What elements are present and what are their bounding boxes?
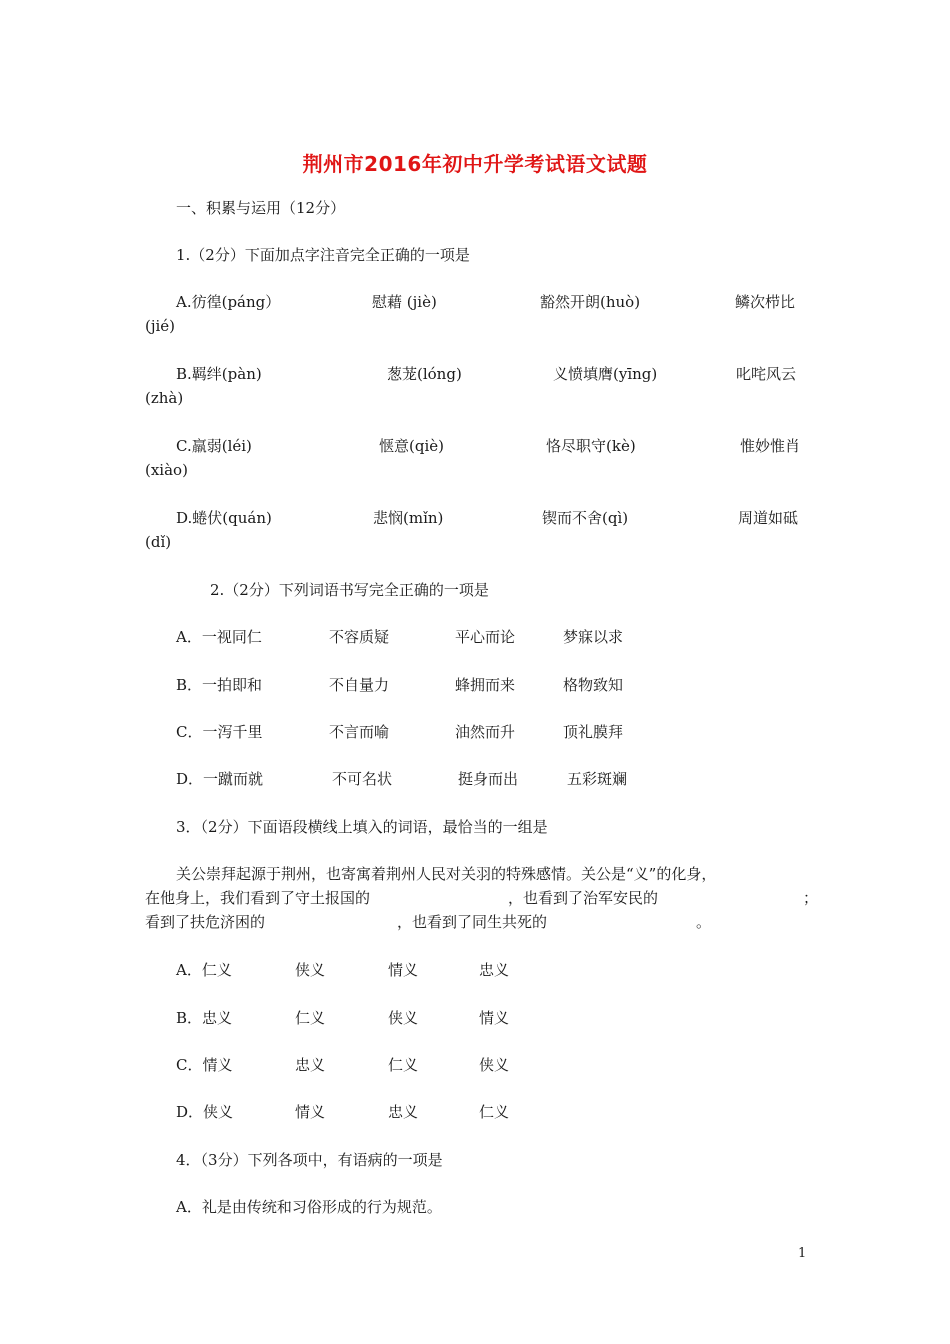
q2-option-d-1: D．一蹴而就 xyxy=(176,770,264,788)
q1-option-c-1: C.羸弱(léi) xyxy=(176,437,252,455)
q3-stem: 3．（2分）下面语段横线上填入的词语，最恰当的一组是 xyxy=(176,818,548,836)
q2-option-a-4: 梦寐以求 xyxy=(563,628,624,646)
q1-option-c-2: 惬意(qiè) xyxy=(379,437,444,455)
q1-option-a-4: 鳞次栉比 xyxy=(735,293,796,311)
q1-option-d-1: D.蜷伏(quán) xyxy=(176,509,272,527)
q1-option-b-5: (zhà) xyxy=(145,389,184,407)
q1-option-d-2: 悲悯(mǐn) xyxy=(373,509,444,527)
q2-option-b-4: 格物致知 xyxy=(563,676,624,694)
q1-option-b-2: 葱茏(lóng) xyxy=(387,365,462,383)
q3-option-a-1: A．仁义 xyxy=(176,961,232,979)
q2-option-c-4: 顶礼膜拜 xyxy=(563,723,624,741)
q2-option-b-2: 不自量力 xyxy=(329,676,390,694)
q2-option-b-1: B．一拍即和 xyxy=(176,676,263,694)
q3-option-b-2: 仁义 xyxy=(295,1009,326,1027)
q3-option-b-4: 情义 xyxy=(479,1009,510,1027)
q1-option-a-2: 慰藉 (jiè) xyxy=(372,293,437,311)
q1-option-b-4: 叱咤风云 xyxy=(736,365,797,383)
q1-option-a-1: A.彷徨(páng） xyxy=(176,293,281,311)
q3-option-b-3: 侠义 xyxy=(388,1009,419,1027)
q3-option-d-4: 仁义 xyxy=(479,1103,510,1121)
q2-option-c-1: C．一泻千里 xyxy=(176,723,263,741)
q3-option-a-2: 侠义 xyxy=(295,961,326,979)
section-heading: 一、积累与运用（12分） xyxy=(176,199,346,217)
q3-option-d-3: 忠义 xyxy=(388,1103,419,1121)
q3-option-c-1: C．情义 xyxy=(176,1056,233,1074)
q4-stem: 4．（3分）下列各项中，有语病的一项是 xyxy=(176,1151,443,1169)
q1-option-c-5: (xiào) xyxy=(145,461,188,479)
q2-option-d-3: 挺身而出 xyxy=(458,770,519,788)
q4-option-a: A．礼是由传统和习俗形成的行为规范。 xyxy=(176,1198,442,1216)
q1-option-a-3: 豁然开朗(huò) xyxy=(540,293,641,311)
q3-paragraph-line-2b: ，也看到了治军安民的 xyxy=(508,889,659,907)
q2-option-c-3: 油然而升 xyxy=(455,723,516,741)
q2-option-b-3: 蜂拥而来 xyxy=(455,676,516,694)
q2-option-c-2: 不言而喻 xyxy=(329,723,390,741)
q2-option-a-3: 平心而论 xyxy=(455,628,516,646)
document-title: 荆州市2016年初中升学考试语文试题 xyxy=(302,152,648,176)
q2-option-d-2: 不可名状 xyxy=(332,770,393,788)
q1-option-d-4: 周道如砥 xyxy=(738,509,799,527)
q3-option-b-1: B．忠义 xyxy=(176,1009,233,1027)
q1-option-d-3: 锲而不舍(qì) xyxy=(542,509,629,527)
q1-option-c-4: 惟妙惟肖 xyxy=(740,437,801,455)
q3-option-c-4: 侠义 xyxy=(479,1056,510,1074)
q1-option-b-3: 义愤填膺(yīng) xyxy=(553,365,658,383)
q3-paragraph-line-2a: 在他身上，我们看到了守土报国的 xyxy=(145,889,371,907)
q3-option-c-2: 忠义 xyxy=(295,1056,326,1074)
page-number: 1 xyxy=(798,1246,807,1261)
q3-paragraph-line-2c: ； xyxy=(803,889,819,907)
q3-option-a-4: 忠义 xyxy=(479,961,510,979)
q3-paragraph-line-1: 关公崇拜起源于荆州，也寄寓着荆州人民对关羽的特殊感情。关公是“义”的化身， xyxy=(176,865,717,883)
q3-paragraph-line-3b: ，也看到了同生共死的 xyxy=(397,913,548,931)
q3-option-a-3: 情义 xyxy=(388,961,419,979)
q3-paragraph-line-3a: 看到了扶危济困的 xyxy=(145,913,266,931)
q3-option-c-3: 仁义 xyxy=(388,1056,419,1074)
q2-option-a-1: A．一视同仁 xyxy=(176,628,262,646)
q2-option-d-4: 五彩斑斓 xyxy=(567,770,628,788)
q3-paragraph-line-3c: 。 xyxy=(696,913,712,931)
q1-option-d-5: (dǐ) xyxy=(145,533,172,551)
q1-option-b-1: B.羁绊(pàn) xyxy=(176,365,262,383)
q1-stem: 1.（2分）下面加点字注音完全正确的一项是 xyxy=(176,246,470,264)
q3-option-d-1: D．侠义 xyxy=(176,1103,234,1121)
q2-stem: 2.（2分）下列词语书写完全正确的一项是 xyxy=(210,581,489,599)
q1-option-a-5: (jié) xyxy=(145,317,176,335)
q1-option-c-3: 恪尽职守(kè) xyxy=(546,437,636,455)
q2-option-a-2: 不容质疑 xyxy=(329,628,390,646)
q3-option-d-2: 情义 xyxy=(295,1103,326,1121)
